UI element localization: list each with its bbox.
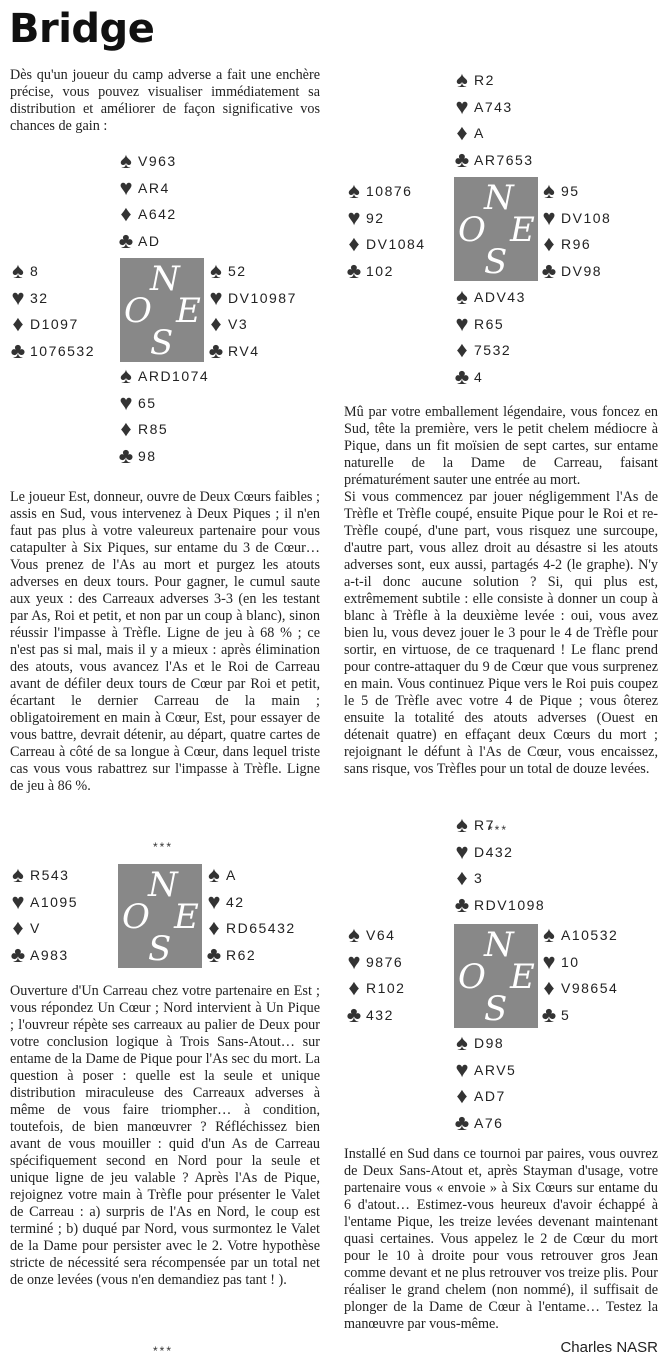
north-clubs: AD — [138, 232, 161, 249]
compass-north: N — [148, 865, 178, 905]
hand-row — [8, 862, 78, 889]
club-icon: ♣ — [208, 337, 224, 363]
west-diamonds: D1097 — [30, 316, 79, 333]
hand-row — [452, 865, 545, 892]
hand-row — [539, 922, 618, 949]
diamond-icon: ♦ — [210, 311, 222, 337]
club-icon: ♣ — [541, 1001, 557, 1027]
south-diamonds: R85 — [138, 421, 169, 438]
compass-east: E — [174, 897, 199, 937]
east-diamonds: RD65432 — [226, 920, 296, 937]
club-icon: ♣ — [206, 941, 222, 967]
compass-north: N — [150, 259, 180, 299]
deal3-south-hand — [452, 284, 526, 390]
south-diamonds: 7532 — [474, 342, 512, 359]
deal4-east-hand — [539, 922, 618, 1028]
spade-icon: ♠ — [543, 922, 555, 948]
hand-row — [452, 337, 526, 364]
compass-north: N — [484, 925, 514, 965]
spade-icon: ♠ — [210, 258, 222, 284]
hand-row — [452, 1083, 516, 1110]
diamond-icon: ♦ — [456, 120, 468, 146]
paragraph-deal2: Ouverture d'Un Carreau chez votre partenaire en Est ; vous répondez Un Cœur ; Nord intervient à Un Pique ; l'ouvreur répète ses carreaux au palier de Deux pour votre conclusion logique à Trois Sans-Atout… sur entame de la Dame de Pique pour l'As sec du mort. La question à poser : quelle est la seule et unique distribution miraculeuse des Carreaux adverses à même de vous faire triompher… à condition, toutefois, de bien manœuvrer ? Réfléchissez bien avant de vous mouiller : quid d'un As de Carreau spécifiquement second en Nord pour la seule et unique ligne de jeu valable ? Après l'As de Pique, rejoignez votre main à Trèfle pour présenter le Valet de Carreau : a) surpris de l'As en Nord, le coup est terminé ; b) duqué par Nord, vous surmontez le Valet de la Dame pour persister avec le 2. Votre hypothèse stricte de nécessité sera récompensée par un total net de onze levées (vous n'en demandiez pas tant ! ). — [10, 983, 320, 1288]
hand-row — [344, 1002, 405, 1029]
north-diamonds: A642 — [138, 206, 177, 223]
paragraph-intro: Dès qu'un joueur du camp adverse a fait une enchère précise, vous pouvez visualiser immédiatement sa distribution et améliorer de façon significative vos chances de gain : — [10, 67, 320, 134]
west-spades: 10876 — [366, 183, 413, 200]
hand-row — [206, 311, 297, 338]
separator-stars: *** — [153, 1344, 174, 1358]
hand-row — [452, 364, 526, 391]
hand-row — [204, 862, 296, 889]
compass-west: O — [124, 291, 152, 331]
hand-row — [452, 892, 545, 919]
east-clubs: 5 — [561, 1006, 571, 1023]
hand-row — [116, 148, 177, 175]
hand-row — [204, 915, 296, 942]
spade-icon: ♠ — [120, 148, 132, 174]
hand-row — [8, 338, 95, 365]
heart-icon: ♥ — [542, 948, 556, 974]
compass-box — [454, 924, 538, 1028]
west-spades: V64 — [366, 927, 396, 944]
spade-icon: ♠ — [543, 178, 555, 204]
east-hearts: DV108 — [561, 209, 612, 226]
deal2-west-hand — [8, 862, 78, 968]
hand-row — [116, 175, 177, 202]
north-hearts: AR4 — [138, 179, 170, 196]
north-diamonds: 3 — [474, 870, 484, 887]
heart-icon: ♥ — [542, 204, 556, 230]
spade-icon: ♠ — [456, 812, 468, 838]
hand-row — [206, 258, 297, 285]
heart-icon: ♥ — [455, 310, 469, 336]
hand-row — [452, 1110, 516, 1137]
diamond-icon: ♦ — [208, 915, 220, 941]
paragraph-deal3-intro: Mû par votre emballement légendaire, vous foncez en Sud, tête la première, vers le petit chelem médiocre à Pique, dans un fit moïsien de sept cartes, sur entame naturelle de la Dame de Carreau, faisant prématurément sauter une entrée au mort. — [344, 404, 658, 488]
west-hearts: 92 — [366, 209, 385, 226]
west-hearts: A1095 — [30, 893, 78, 910]
author-signature: Charles NASR — [560, 1339, 658, 1356]
north-spades: R2 — [474, 72, 495, 89]
club-icon: ♣ — [454, 891, 470, 917]
heart-icon: ♥ — [209, 284, 223, 310]
east-hearts: DV10987 — [228, 289, 297, 306]
east-hearts: 10 — [561, 953, 580, 970]
west-diamonds: DV1084 — [366, 236, 426, 253]
compass-west: O — [458, 210, 486, 250]
compass-box — [118, 864, 202, 968]
hand-row — [344, 258, 426, 285]
hand-row — [116, 416, 209, 443]
spade-icon: ♠ — [120, 363, 132, 389]
south-clubs: A76 — [474, 1114, 504, 1131]
hand-row — [206, 285, 297, 312]
south-clubs: 98 — [138, 447, 157, 464]
deal4-north-hand — [452, 812, 545, 918]
compass-west: O — [122, 897, 150, 937]
south-spades: D98 — [474, 1035, 505, 1052]
east-diamonds: R96 — [561, 236, 592, 253]
hand-row — [8, 258, 95, 285]
heart-icon: ♥ — [347, 948, 361, 974]
north-hearts: D432 — [474, 843, 514, 860]
hand-row — [8, 889, 78, 916]
west-hearts: 9876 — [366, 953, 404, 970]
club-icon: ♣ — [10, 941, 26, 967]
spade-icon: ♠ — [208, 862, 220, 888]
east-hearts: 42 — [226, 893, 245, 910]
heart-icon: ♥ — [455, 838, 469, 864]
east-clubs: DV98 — [561, 262, 603, 279]
heart-icon: ♥ — [455, 1056, 469, 1082]
heart-icon: ♥ — [11, 284, 25, 310]
diamond-icon: ♦ — [543, 975, 555, 1001]
diamond-icon: ♦ — [348, 975, 360, 1001]
hand-row — [452, 147, 534, 174]
page-title: Bridge — [9, 6, 155, 52]
hand-row — [206, 338, 297, 365]
north-spades: R7 — [474, 817, 495, 834]
east-spades: 52 — [228, 263, 247, 280]
east-diamonds: V3 — [228, 316, 249, 333]
deal3-east-hand — [539, 178, 611, 284]
south-clubs: 4 — [474, 368, 484, 385]
hand-row — [344, 949, 405, 976]
hand-row — [452, 120, 534, 147]
paragraph-deal3-solution: Si vous commencez par jouer négligemment l'As de Trèfle et Trèfle coupé, ensuite Pique pour le Roi et re-Trèfle coupé, d'une part, vous risquez une surcoupe, d'autre part, vous allez droit au désastre si les atouts adverses sont, eux aussi, partagés 4-2 (le graphe). N'y a-t-il donc aucune solution ? Si, qui plus est, extrêmement subtile : elle consiste à donner un coup à blanc à Trèfle à la deuxième levée : oui, vous avez bien lu, vous devez jouer le 3 pour le 4 de Trèfle pour sortir, en virtuose, de ce traquenard ! Le flanc prend pour contre-attaquer du 9 de Cœur que vous surprenez en main. Vous continuez Pique vers le Roi puis coupez le 5 de Trèfle avec votre 4 de Pique ; vous ôterez ensuite la totalité des atouts adverses (Ouest en détenait quatre) en effaçant deux Cœurs du mort ; rejoignant le défunt à l'As de Cœur, vous encaissez, sans risque, vos Trèfles pour un total de douze levées. — [344, 489, 658, 777]
hand-row — [8, 915, 78, 942]
hand-row — [8, 311, 95, 338]
hand-row — [452, 812, 545, 839]
compass-south: S — [484, 989, 508, 1029]
hand-row — [539, 205, 611, 232]
heart-icon: ♥ — [11, 888, 25, 914]
spade-icon: ♠ — [456, 67, 468, 93]
south-spades: ADV43 — [474, 289, 526, 306]
deal3-west-hand — [344, 178, 426, 284]
spade-icon: ♠ — [456, 1030, 468, 1056]
west-diamonds: V — [30, 920, 41, 937]
separator-stars: *** — [488, 823, 509, 837]
diamond-icon: ♦ — [12, 915, 24, 941]
south-diamonds: AD7 — [474, 1088, 506, 1105]
north-clubs: RDV1098 — [474, 896, 546, 913]
club-icon: ♣ — [346, 257, 362, 283]
hand-row — [539, 949, 618, 976]
east-spades: 95 — [561, 183, 580, 200]
club-icon: ♣ — [541, 257, 557, 283]
east-spades: A — [226, 867, 237, 884]
hand-row — [204, 942, 296, 969]
diamond-icon: ♦ — [120, 201, 132, 227]
compass-south: S — [484, 242, 508, 282]
compass-west: O — [458, 957, 486, 997]
deal1-south-hand — [116, 363, 209, 469]
hand-row — [344, 205, 426, 232]
compass-south: S — [150, 323, 174, 363]
deal1-north-hand — [116, 148, 177, 254]
diamond-icon: ♦ — [12, 311, 24, 337]
compass-box — [454, 177, 538, 281]
club-icon: ♣ — [454, 146, 470, 172]
heart-icon: ♥ — [455, 93, 469, 119]
west-diamonds: R102 — [366, 980, 406, 997]
compass-box — [120, 258, 204, 362]
deal1-west-hand — [8, 258, 95, 364]
east-clubs: R62 — [226, 946, 257, 963]
hand-row — [344, 178, 426, 205]
west-clubs: A983 — [30, 946, 69, 963]
diamond-icon: ♦ — [348, 231, 360, 257]
deal3-north-hand — [452, 67, 534, 173]
hand-row — [452, 1057, 516, 1084]
west-clubs: 102 — [366, 262, 394, 279]
hand-row — [539, 1002, 618, 1029]
hand-row — [539, 258, 611, 285]
west-clubs: 1076532 — [30, 342, 96, 359]
south-hearts: R65 — [474, 315, 505, 332]
paragraph-deal1: Le joueur Est, donneur, ouvre de Deux Cœurs faibles ; assis en Sud, vous intervenez à Deux Piques ; il n'en faut pas plus à votre valeureux partenaire pour vous catapulter à Six Piques, sur entame du 3 de Cœur… Vous prenez de l'As au mort et purgez les atouts adverses en deux tours. Pour gagner, le cumul saute aux yeux : des Carreaux adverses 3-3 (en les testant par As, Roi et petit, et non par un coup à blanc), sinon réussir l'impasse à Trèfle. Ligne de jeu à 68 % ; ce n'est pas si mal, mais il y a mieux : après élimination des atouts, vous avancez l'As et le Roi de Carreau avant de défiler deux tours de Cœur par Roi et petit, écartant le dernier Carreau de la main ; obligatoirement en main à Cœur, Est, pour essayer de vous battre, devrait détenir, au départ, quatre cartes de Carreau à côté de sa longue à Cœur, dans lequel triste cas vous vous rabattrez sur l'impasse à Trèfle. Ligne de jeu à 86 %. — [10, 489, 320, 794]
north-diamonds: A — [474, 125, 485, 142]
hand-row — [452, 839, 545, 866]
south-hearts: ARV5 — [474, 1061, 517, 1078]
separator-stars: *** — [153, 840, 174, 854]
spade-icon: ♠ — [348, 922, 360, 948]
south-spades: ARD1074 — [138, 368, 210, 385]
diamond-icon: ♦ — [543, 231, 555, 257]
compass-east: E — [176, 291, 201, 331]
heart-icon: ♥ — [347, 204, 361, 230]
hand-row — [116, 363, 209, 390]
west-spades: 8 — [30, 263, 40, 280]
diamond-icon: ♦ — [456, 865, 468, 891]
club-icon: ♣ — [454, 363, 470, 389]
deal4-west-hand — [344, 922, 405, 1028]
hand-row — [116, 228, 177, 255]
spade-icon: ♠ — [456, 284, 468, 310]
hand-row — [344, 231, 426, 258]
hand-row — [452, 67, 534, 94]
east-spades: A10532 — [561, 927, 619, 944]
west-spades: R543 — [30, 867, 70, 884]
hand-row — [8, 285, 95, 312]
south-hearts: 65 — [138, 394, 157, 411]
spade-icon: ♠ — [348, 178, 360, 204]
hand-row — [539, 178, 611, 205]
hand-row — [452, 311, 526, 338]
deal2-east-hand — [204, 862, 296, 968]
club-icon: ♣ — [454, 1109, 470, 1135]
diamond-icon: ♦ — [456, 1083, 468, 1109]
north-hearts: A743 — [474, 98, 513, 115]
diamond-icon: ♦ — [120, 416, 132, 442]
spade-icon: ♠ — [12, 258, 24, 284]
hand-row — [452, 1030, 516, 1057]
hand-row — [452, 94, 534, 121]
north-spades: V963 — [138, 153, 177, 170]
compass-east: E — [510, 957, 535, 997]
east-clubs: RV4 — [228, 342, 260, 359]
diamond-icon: ♦ — [456, 337, 468, 363]
hand-row — [116, 201, 177, 228]
paragraph-deal4: Installé en Sud dans ce tournoi par paires, vous ouvrez de Deux Sans-Atout et, après Stayman d'usage, votre partenaire vous « envoie » à Six Cœurs sur entame du 6 d'atout… Estimez-vous heureux d'avoir échappé à l'entame Pique, les treize levées devenant maintenant quasi certaines. Vous appelez le 2 de Cœur du mort pour le 10 à droite pour vous retrouver gros Jean comme devant et ne plus retrouver vos treize plis. Pour réaliser le grand chelem (non nommé), il suffisait de plonger de la Dame de Cœur à l'entame… Testez la manœuvre par vous-même. — [344, 1146, 658, 1332]
club-icon: ♣ — [346, 1001, 362, 1027]
north-clubs: AR7653 — [474, 151, 534, 168]
compass-east: E — [510, 210, 535, 250]
hand-row — [116, 443, 209, 470]
spade-icon: ♠ — [12, 862, 24, 888]
heart-icon: ♥ — [119, 389, 133, 415]
heart-icon: ♥ — [207, 888, 221, 914]
hand-row — [539, 975, 618, 1002]
hand-row — [539, 231, 611, 258]
west-hearts: 32 — [30, 289, 49, 306]
hand-row — [452, 284, 526, 311]
hand-row — [8, 942, 78, 969]
club-icon: ♣ — [10, 337, 26, 363]
hand-row — [116, 390, 209, 417]
club-icon: ♣ — [118, 227, 134, 253]
heart-icon: ♥ — [119, 174, 133, 200]
west-clubs: 432 — [366, 1006, 394, 1023]
compass-south: S — [148, 929, 172, 969]
east-diamonds: V98654 — [561, 980, 619, 997]
hand-row — [204, 889, 296, 916]
deal4-south-hand — [452, 1030, 516, 1136]
compass-north: N — [484, 178, 514, 218]
hand-row — [344, 922, 405, 949]
club-icon: ♣ — [118, 442, 134, 468]
hand-row — [344, 975, 405, 1002]
deal1-east-hand — [206, 258, 297, 364]
